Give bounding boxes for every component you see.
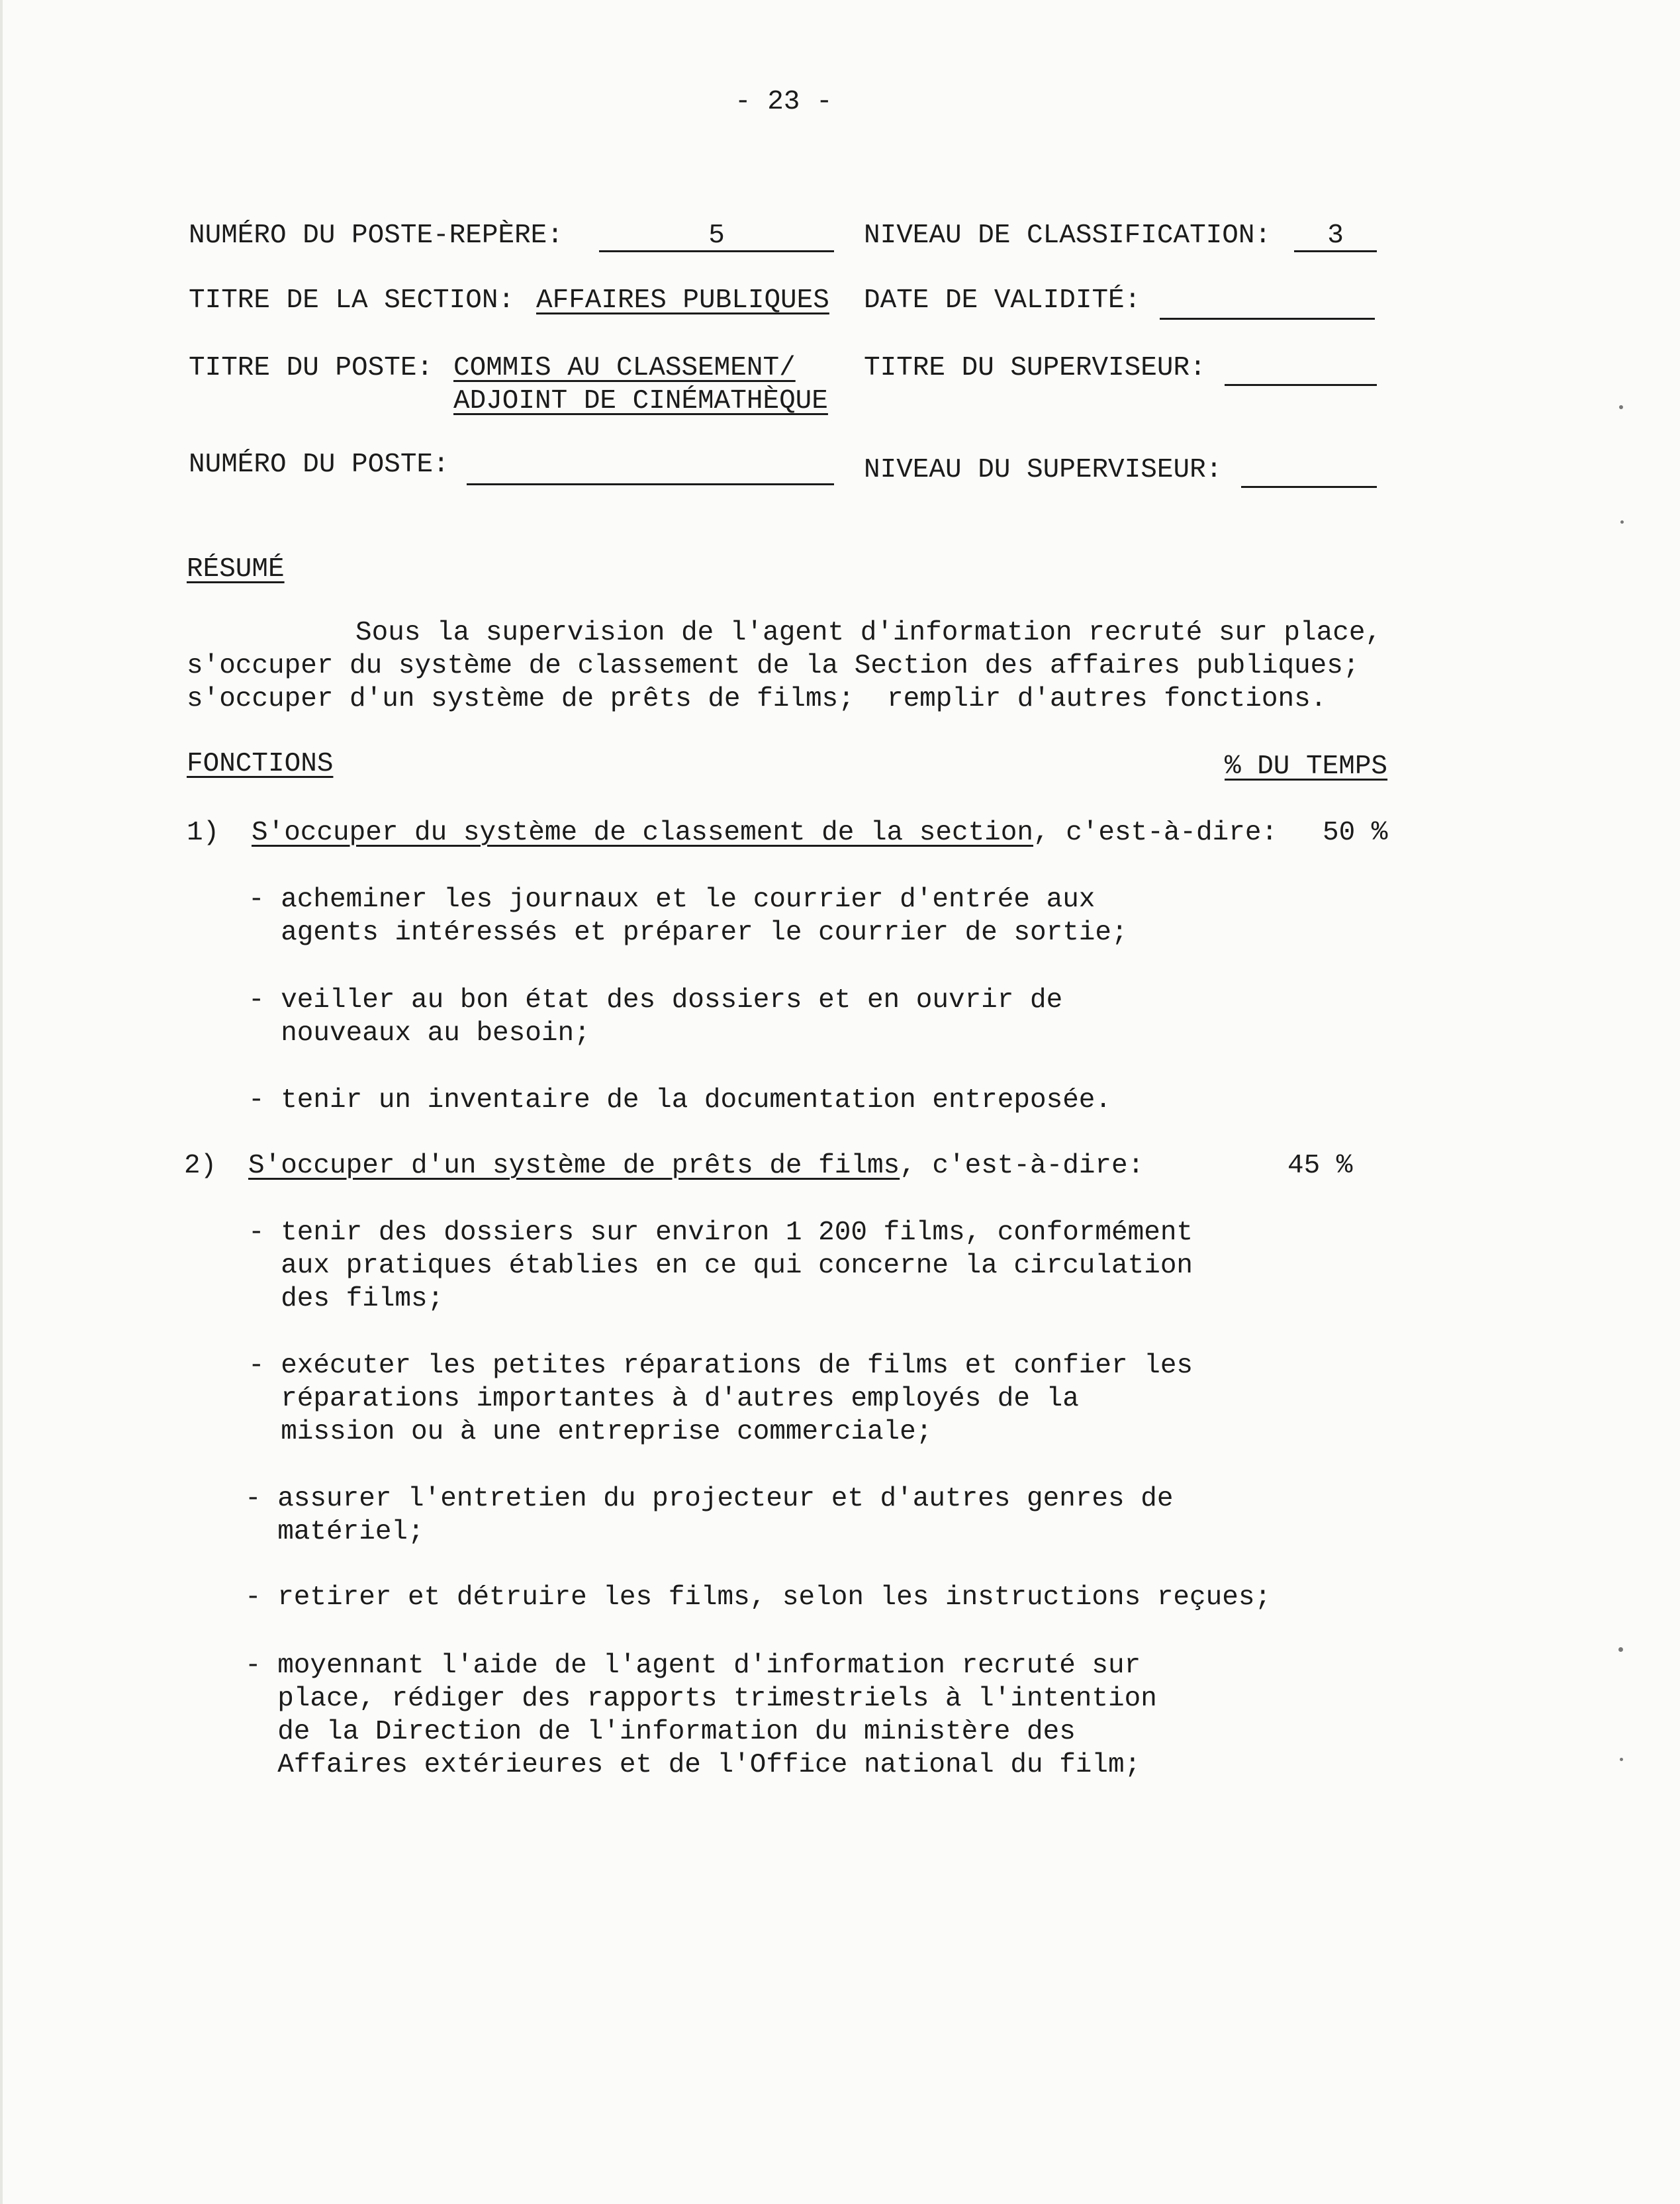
- bullet-line: - retirer et détruire les films, selon les instructions reçues;: [245, 1582, 1272, 1613]
- summary-line: s'occuper d'un système de prêts de films; remplir d'autres fonctions.: [187, 684, 1327, 714]
- scan-speck: [1620, 520, 1624, 524]
- validity-line: [1160, 318, 1375, 320]
- function-number: 1): [187, 818, 220, 848]
- function-title-row: [248, 1149, 1144, 1183]
- section-title-value: AFFAIRES PUBLIQUES: [536, 285, 829, 316]
- classification-value: 3: [1327, 220, 1344, 251]
- function-suffix: , c'est-à-dire:: [1033, 818, 1278, 848]
- function-percent: 50 %: [1323, 818, 1388, 848]
- time-heading: % DU TEMPS: [1225, 751, 1388, 782]
- summary-line: Sous la supervision de l'agent d'information recruté sur place,: [355, 618, 1382, 648]
- classification-label: NIVEAU DE CLASSIFICATION:: [864, 220, 1272, 251]
- validity-label: DATE DE VALIDITÉ:: [864, 285, 1141, 316]
- bullet-line: aux pratiques établies en ce qui concerne la circulation: [248, 1251, 1193, 1281]
- summary-heading: RÉSUMÉ: [187, 554, 285, 585]
- benchmark-number-label: NUMÉRO DU POSTE-REPÈRE:: [189, 220, 563, 251]
- bullet-line: place, rédiger des rapports trimestriels à l'intention: [245, 1684, 1157, 1714]
- function-title: S'occuper d'un système de prêts de films: [248, 1151, 900, 1181]
- function-percent: 45 %: [1287, 1151, 1353, 1181]
- position-number-label: NUMÉRO DU POSTE:: [189, 450, 449, 480]
- bullet-line: Affaires extérieures et de l'Office national du film;: [245, 1750, 1141, 1780]
- function-title-row: [252, 816, 1278, 850]
- classification-line: [1294, 250, 1377, 252]
- scan-edge: [0, 0, 3, 2204]
- functions-heading: FONCTIONS: [187, 749, 334, 779]
- bullet-line: - acheminer les journaux et le courrier d'entrée aux: [248, 885, 1096, 915]
- scan-speck: [1618, 1647, 1623, 1652]
- bullet-line: réparations importantes à d'autres employés de la: [248, 1384, 1079, 1414]
- position-title-line2: ADJOINT DE CINÉMATHÈQUE: [453, 386, 828, 416]
- bullet-line: - veiller au bon état des dossiers et en ouvrir de: [248, 985, 1063, 1016]
- function-number: 2): [184, 1151, 217, 1181]
- position-title-label: TITRE DU POSTE:: [189, 353, 434, 383]
- position-title-line1: COMMIS AU CLASSEMENT/: [453, 353, 796, 383]
- supervisor-level-label: NIVEAU DU SUPERVISEUR:: [864, 455, 1223, 485]
- section-title-label: TITRE DE LA SECTION:: [189, 285, 515, 316]
- supervisor-level-line: [1241, 486, 1377, 488]
- supervisor-title-line: [1225, 384, 1377, 386]
- scan-speck: [1619, 405, 1623, 409]
- bullet-line: - tenir un inventaire de la documentation entreposée.: [248, 1085, 1112, 1116]
- summary-line: s'occuper du système de classement de la Section des affaires publiques;: [187, 651, 1360, 681]
- function-suffix: , c'est-à-dire:: [900, 1151, 1144, 1181]
- bullet-line: - assurer l'entretien du projecteur et d'autres genres de: [245, 1484, 1174, 1514]
- bullet-line: - moyennant l'aide de l'agent d'information recruté sur: [245, 1651, 1141, 1681]
- bullet-line: agents intéressés et préparer le courrier de sortie;: [248, 918, 1128, 948]
- benchmark-number-line: [599, 250, 834, 252]
- supervisor-title-label: TITRE DU SUPERVISEUR:: [864, 353, 1206, 383]
- benchmark-number-value: 5: [708, 220, 725, 251]
- bullet-line: des films;: [248, 1284, 444, 1314]
- scan-speck: [1620, 1758, 1623, 1761]
- bullet-line: de la Direction de l'information du ministère des: [245, 1717, 1076, 1747]
- bullet-line: matériel;: [245, 1517, 424, 1547]
- function-title: S'occuper du système de classement de la section: [252, 818, 1033, 848]
- position-number-line: [467, 483, 834, 485]
- bullet-line: mission ou à une entreprise commerciale;: [248, 1417, 933, 1447]
- bullet-line: nouveaux au besoin;: [248, 1018, 590, 1049]
- bullet-line: - tenir des dossiers sur environ 1 200 films, conformément: [248, 1218, 1193, 1248]
- bullet-line: - exécuter les petites réparations de films et confier les: [248, 1351, 1193, 1381]
- page-number: - 23 -: [735, 87, 833, 117]
